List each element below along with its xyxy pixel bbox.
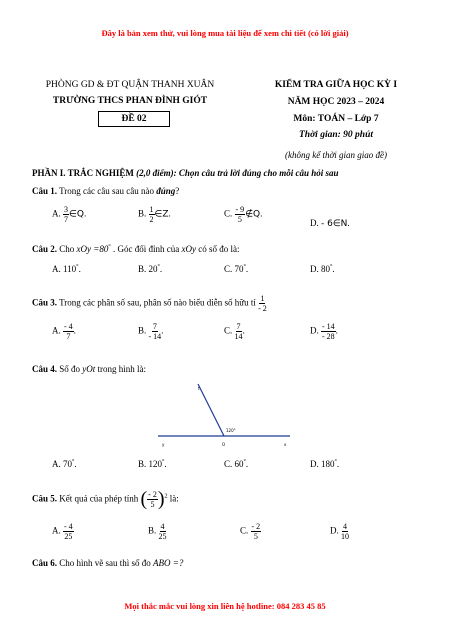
question-emphasis: đúng [156,186,176,196]
fraction: $\frac{1}{2}$ [149,205,154,224]
angle-expression: ABO =? [153,558,184,568]
q3-option-d[interactable]: D. $\frac{- 14}{- 28}$ . [310,322,338,341]
q4-option-b[interactable]: B. 120°. [138,459,167,469]
angle-expression: xOy =80 [76,244,109,254]
question-text: có số đo là: [198,244,240,254]
q3-option-a[interactable]: A. $\frac{- 4}{7}$ . [52,322,76,341]
question-text: . Góc đối đỉnh của [113,244,180,254]
question-text: trong hình là: [97,364,147,374]
question-1 [32,186,179,196]
label-x: x [284,442,287,447]
expression: - 6∈N [321,219,348,229]
subject: Môn: TOÁN – Lớp 7 [293,114,379,124]
angle-label: 120° [226,428,236,433]
q5-option-a[interactable]: A. $\frac{- 4}{25}$ [52,522,73,541]
fraction: $\frac{3}{7}$ [64,205,68,224]
paren-left: ( [140,488,148,510]
q4-option-c[interactable]: C. 60°. [224,459,249,469]
question-3 [32,294,267,313]
fraction: $\frac{1}{- 2}$ [258,294,267,313]
q2-option-c[interactable]: C. 70°. [224,264,249,274]
option-letter: D. [310,218,319,228]
q5-option-c[interactable]: C. $\frac{- 2}{5}$ [240,522,261,541]
q1-option-d[interactable]: D. - 6∈N. [310,218,350,229]
paren-right: ) [157,488,165,510]
label-y: y [162,442,165,447]
school-year: NĂM HỌC 2023 – 2024 [287,97,385,107]
preview-banner: Đây là bản xem thử, vui lòng mua tài liệu để xem chi tiết (có lời giải) [101,28,349,38]
school-name: TRƯỜNG THCS PHAN ĐÌNH GIÓT [52,96,208,106]
section-heading [32,168,338,178]
option-letter: A. [52,208,61,219]
question-label: Câu 3. [32,297,58,308]
question-text: là: [169,493,179,504]
question-5 [32,488,179,511]
angle-figure [140,380,320,452]
exam-code-box: ĐỀ 02 [98,111,170,127]
angle-expression: xOy [181,244,196,254]
question-label: Câu 2. [32,244,58,254]
angle-expression: yOt [82,364,96,374]
relation: ∈Z [154,209,169,220]
question-4 [32,364,146,374]
q4-option-d[interactable]: D. 180°. [310,459,340,469]
q2-option-a[interactable]: A. 110°. [52,264,81,274]
question-label: Câu 5. [32,493,58,504]
question-2: Câu 2. Cho xOy =80° . Góc đối đỉnh của xOy có số đo là: [32,244,240,254]
section-title: PHẦN I. TRẮC NGHIỆM [32,168,134,178]
section-instruction: Chọn câu trả lời đúng cho mỗi câu hỏi sau [178,168,339,178]
q1-option-c[interactable]: C. $\frac{- 9}{5}$ ∉Q. [224,205,263,224]
fraction: $\frac{- 2}{5}$ [148,490,157,509]
q4-option-a[interactable]: A. 70°. [52,459,77,469]
department-name: PHÒNG GD & ĐT QUẬN THANH XUÂN [45,80,215,90]
ray-ot [198,384,224,436]
question-text: Trong các phân số sau, phân số nào biểu diễn số hữu tỉ [59,297,256,308]
option-letter: B. [138,208,147,219]
hotline-banner: Mọi thắc mắc vui lòng xin liên hệ hotline: 084 283 45 85 [124,601,326,611]
q1-option-b[interactable]: B. $\frac{1}{2}$ ∈Z. [138,205,171,224]
q3-option-b[interactable]: B. $\frac{7}{- 14}$ . [138,322,164,341]
question-text: Cho [59,244,75,254]
q2-option-b[interactable]: B. 20°. [138,264,163,274]
question-label: Câu 1. [32,186,58,196]
exam-time: Thời gian: 90 phút [299,130,373,140]
question-text: Kết quả của phép tính [59,493,139,504]
label-o: O [222,442,226,447]
fraction: $\frac{- 9}{5}$ [235,205,245,224]
q2-option-d[interactable]: D. 80°. [310,264,335,274]
label-t: t [198,386,200,391]
time-note: (không kể thời gian giao đề) [284,150,388,160]
question-label: Câu 6. [32,558,58,568]
question-label: Câu 4. [32,364,58,374]
q5-option-d[interactable]: D. $\frac{4}{10}$ [330,522,349,541]
question-end: ? [175,186,180,196]
section-points: (2,0 điểm): [136,168,177,178]
question-text: Số đo [59,364,81,374]
option-letter: C. [224,208,233,219]
relation: ∈Q [69,209,84,220]
q3-option-c[interactable]: C. $\frac{7}{14}$ . [224,322,245,341]
question-text: Cho hình vẽ sau thì số đo [59,558,151,568]
q1-option-a[interactable]: A. $\frac{3}{7}$ ∈Q. [52,205,87,224]
exponent: 2 [164,493,168,500]
q5-option-b[interactable]: B. $\frac{4}{25}$ [148,522,167,541]
exam-title: KIỂM TRA GIỮA HỌC KỲ I [274,80,398,90]
question-text: Trong các câu sau câu nào [59,186,154,196]
question-6 [32,558,183,568]
relation: ∉Q [245,209,261,220]
